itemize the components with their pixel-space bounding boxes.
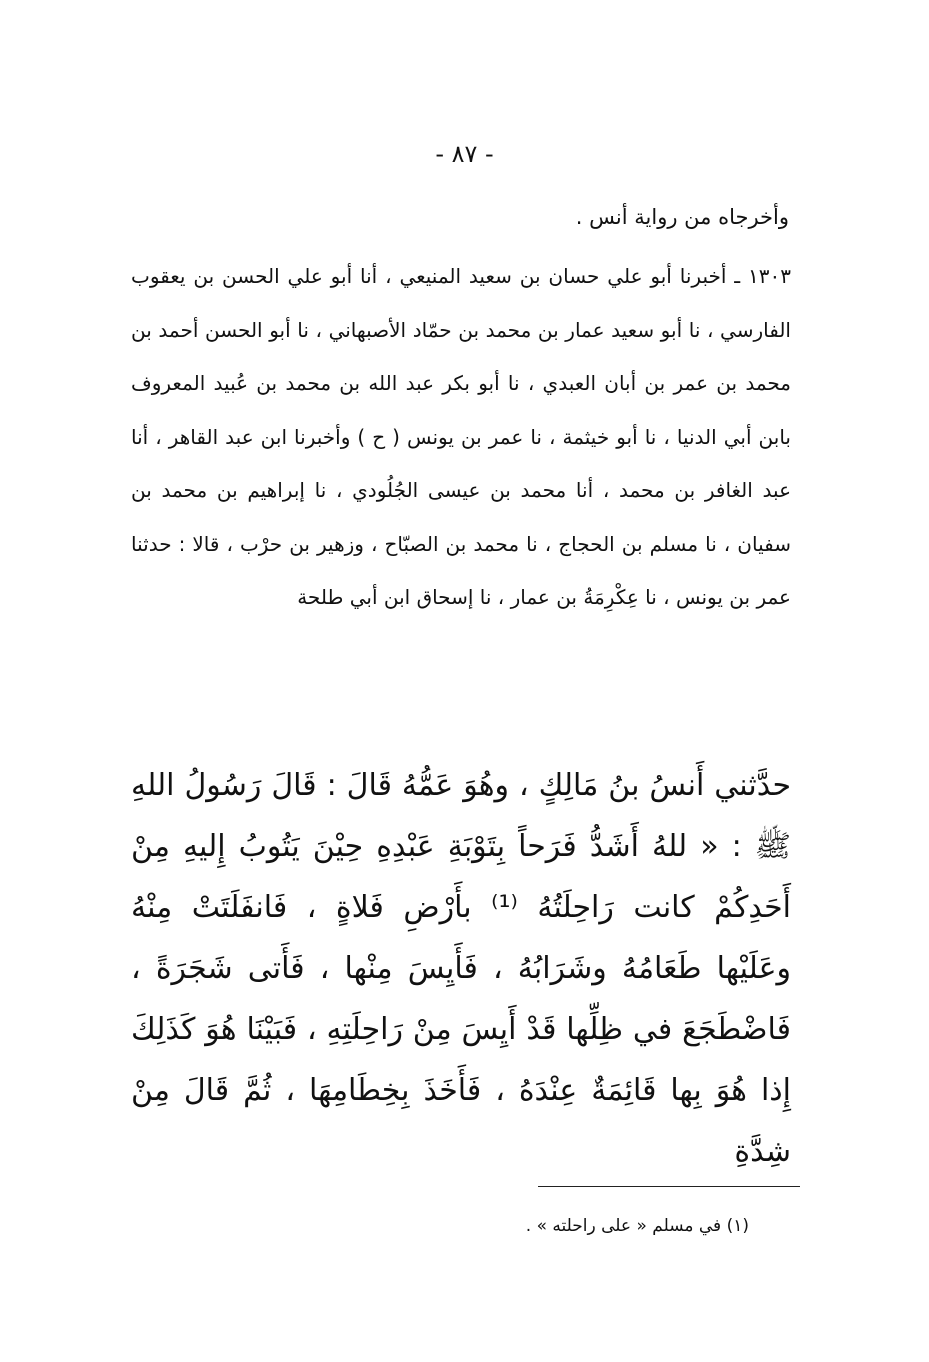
isnad-text: ١٣٠٣ ـ أخبرنا أبو علي حسان بن سعيد المنيعي ، أنا أبو علي الحسن بن يعقوب الفارسي ، نا أبو سعيد عمار بن محمد بن حمّاد الأصبهاني ، نا أبو الحسن أحمد بن محمد بن عمر بن أبان العبدي ، نا أبو بكر عبد الله بن محمد بن عُبيد المعروف بابن أبي الدنيا ، نا أبو خيثمة ، نا عمر بن يونس ( ح ) وأخبرنا ابن عبد القاهر ، أنا عبد الغافر بن محمد ، أنا محمد بن عيسى الجُلُودي ، نا إبراهيم بن محمد بن سفيان ، نا مسلم بن الحجاج ، نا محمد بن الصبّاح ، وزهير بن حرْب ، قالا : حدثنا عمر بن يونس ، نا عِكْرِمَةُ بن عمار ، نا إسحاق ابن أبي طلحة: [131, 264, 791, 609]
hadith-text: حدَّثني أَنسُ بنُ مَالِكٍ ، وهُوَ عَمُّهُ قَالَ : قَالَ رَسُولُ اللهِ ﷺ : « للهُ أَشَدُّ فَرَحاً بِتَوْبَةِ عَبْدِهِ حِيْنَ يَتُوبُ إِليهِ مِنْ أَحَدِكُمْ كانت رَاحِلَتُهُ ⁽¹⁾ بأَرْضِ فَلاةٍ ، فَانفَلَتَتْ مِنْهُ وعَلَيْها طَعَامُهُ وشَرَابُهُ ، فَأَيِسَ مِنْها ، فَأَتى شَجَرَةً ، فَاضْطَجَعَ في ظِلِّها قَدْ أَيِسَ مِنْ رَاحِلَتِهِ ، فَبَيْنَا هُوَ كَذَلِكَ إِذا هُوَ بِها قَائِمَةٌ عِنْدَهُ ، فَأَخَذَ بِخِطَامِهَا ، ثُمَّ قَالَ مِنْ شِدَّةِ: [131, 768, 791, 1169]
hadith-paragraph: [131, 755, 791, 1182]
page-number: - ٨٧ -: [435, 140, 494, 168]
intro-line: وأخرجاه من رواية أنس .: [575, 205, 789, 229]
footnote: (١) في مسلم « على راحلته » .: [525, 1216, 749, 1236]
isnad-paragraph: [131, 250, 791, 625]
footnote-divider: [538, 1186, 800, 1187]
